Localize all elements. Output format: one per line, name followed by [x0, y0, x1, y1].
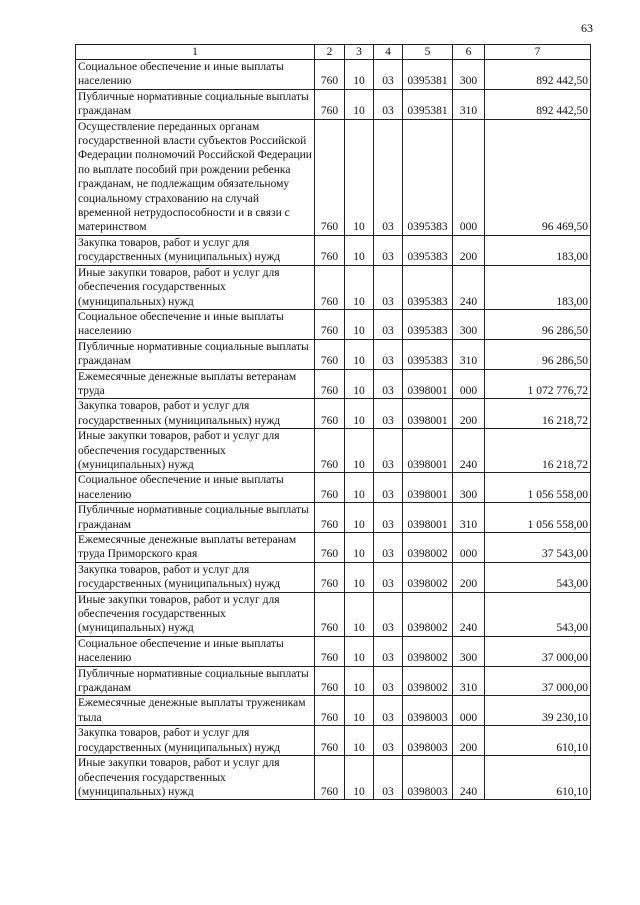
row-name-cell: Социальное обеспечение и иные выплаты населению	[76, 309, 315, 339]
row-col2-cell: 760	[315, 369, 345, 399]
row-col5-cell: 0395383	[403, 339, 453, 369]
row-col3-cell: 10	[345, 339, 374, 369]
row-col3-cell: 10	[345, 89, 374, 119]
table-body	[76, 60, 591, 800]
row-col2-cell: 760	[315, 235, 345, 265]
row-col2-cell: 760	[315, 60, 345, 90]
row-col6-cell: 240	[453, 265, 485, 309]
row-col4-cell: 03	[374, 756, 403, 800]
table-row	[76, 265, 591, 309]
row-col6-cell: 240	[453, 756, 485, 800]
row-col4-cell: 03	[374, 636, 403, 666]
row-col3-cell: 10	[345, 533, 374, 563]
row-col5-cell: 0398002	[403, 533, 453, 563]
row-col5-cell: 0398001	[403, 503, 453, 533]
row-col4-cell: 03	[374, 592, 403, 636]
row-col5-cell: 0398002	[403, 562, 453, 592]
table-row	[76, 666, 591, 696]
row-name-cell: Ежемесячные денежные выплаты ветеранам труда	[76, 369, 315, 399]
header-col-6: 6	[453, 45, 485, 60]
row-col4-cell: 03	[374, 473, 403, 503]
header-col-3: 3	[345, 45, 374, 60]
table-row	[76, 339, 591, 369]
table-row	[76, 503, 591, 533]
row-col2-cell: 760	[315, 562, 345, 592]
row-col6-cell: 310	[453, 339, 485, 369]
table-row	[76, 756, 591, 800]
table-row	[76, 119, 591, 235]
row-col4-cell: 03	[374, 309, 403, 339]
row-name-cell: Публичные нормативные социальные выплаты гражданам	[76, 666, 315, 696]
row-amount-cell: 96 469,50	[485, 119, 591, 235]
table-row	[76, 533, 591, 563]
row-col2-cell: 760	[315, 429, 345, 473]
row-name-cell: Социальное обеспечение и иные выплаты населению	[76, 473, 315, 503]
row-col4-cell: 03	[374, 666, 403, 696]
table-row	[76, 562, 591, 592]
row-amount-cell: 96 286,50	[485, 339, 591, 369]
table-row	[76, 235, 591, 265]
table-row	[76, 592, 591, 636]
row-amount-cell: 610,10	[485, 726, 591, 756]
row-col5-cell: 0398001	[403, 369, 453, 399]
row-col4-cell: 03	[374, 265, 403, 309]
row-col6-cell: 300	[453, 60, 485, 90]
row-col4-cell: 03	[374, 562, 403, 592]
row-name-cell: Иные закупки товаров, работ и услуг для обеспечения государственных (муниципальных) нужд	[76, 265, 315, 309]
row-amount-cell: 892 442,50	[485, 60, 591, 90]
row-col6-cell: 310	[453, 666, 485, 696]
row-col3-cell: 10	[345, 399, 374, 429]
row-col5-cell: 0398001	[403, 473, 453, 503]
table-row	[76, 473, 591, 503]
table-header	[76, 45, 591, 60]
row-col3-cell: 10	[345, 369, 374, 399]
row-col4-cell: 03	[374, 119, 403, 235]
row-col6-cell: 000	[453, 533, 485, 563]
header-col-1: 1	[76, 45, 315, 60]
row-col4-cell: 03	[374, 696, 403, 726]
row-name-cell: Ежемесячные денежные выплаты ветеранам труда Приморского края	[76, 533, 315, 563]
row-col5-cell: 0395383	[403, 265, 453, 309]
row-col6-cell: 310	[453, 89, 485, 119]
row-name-cell: Закупка товаров, работ и услуг для государственных (муниципальных) нужд	[76, 726, 315, 756]
row-col6-cell: 200	[453, 726, 485, 756]
table-row	[76, 636, 591, 666]
row-name-cell: Иные закупки товаров, работ и услуг для обеспечения государственных (муниципальных) нужд	[76, 592, 315, 636]
row-col2-cell: 760	[315, 503, 345, 533]
row-col6-cell: 310	[453, 503, 485, 533]
row-col4-cell: 03	[374, 235, 403, 265]
row-col2-cell: 760	[315, 636, 345, 666]
row-col6-cell: 200	[453, 562, 485, 592]
row-amount-cell: 543,00	[485, 562, 591, 592]
row-col5-cell: 0398001	[403, 399, 453, 429]
table-row	[76, 309, 591, 339]
table-row	[76, 726, 591, 756]
header-col-5: 5	[403, 45, 453, 60]
header-row	[76, 45, 591, 60]
page-number: 63	[581, 21, 593, 35]
row-name-cell: Иные закупки товаров, работ и услуг для обеспечения государственных (муниципальных) нужд	[76, 756, 315, 800]
row-col4-cell: 03	[374, 726, 403, 756]
row-name-cell: Закупка товаров, работ и услуг для государственных (муниципальных) нужд	[76, 399, 315, 429]
row-col2-cell: 760	[315, 533, 345, 563]
row-col5-cell: 0398003	[403, 756, 453, 800]
row-col5-cell: 0398002	[403, 636, 453, 666]
row-col6-cell: 300	[453, 636, 485, 666]
row-col2-cell: 760	[315, 89, 345, 119]
row-col2-cell: 760	[315, 265, 345, 309]
header-col-7: 7	[485, 45, 591, 60]
row-col3-cell: 10	[345, 309, 374, 339]
row-col5-cell: 0398003	[403, 726, 453, 756]
row-col3-cell: 10	[345, 592, 374, 636]
row-col3-cell: 10	[345, 696, 374, 726]
row-name-cell: Социальное обеспечение и иные выплаты населению	[76, 60, 315, 90]
budget-table	[75, 44, 591, 800]
row-col6-cell: 000	[453, 119, 485, 235]
row-name-cell: Закупка товаров, работ и услуг для государственных (муниципальных) нужд	[76, 562, 315, 592]
row-amount-cell: 37 000,00	[485, 666, 591, 696]
row-col3-cell: 10	[345, 726, 374, 756]
row-col6-cell: 300	[453, 309, 485, 339]
row-name-cell: Публичные нормативные социальные выплаты гражданам	[76, 339, 315, 369]
table-row	[76, 429, 591, 473]
row-col4-cell: 03	[374, 503, 403, 533]
row-col5-cell: 0398002	[403, 666, 453, 696]
row-col2-cell: 760	[315, 399, 345, 429]
row-amount-cell: 183,00	[485, 235, 591, 265]
row-col4-cell: 03	[374, 369, 403, 399]
row-col5-cell: 0398003	[403, 696, 453, 726]
row-name-cell: Публичные нормативные социальные выплаты гражданам	[76, 89, 315, 119]
row-col2-cell: 760	[315, 592, 345, 636]
row-col3-cell: 10	[345, 119, 374, 235]
row-name-cell: Социальное обеспечение и иные выплаты населению	[76, 636, 315, 666]
row-col3-cell: 10	[345, 636, 374, 666]
row-col4-cell: 03	[374, 533, 403, 563]
row-col3-cell: 10	[345, 473, 374, 503]
row-col2-cell: 760	[315, 696, 345, 726]
table-row	[76, 696, 591, 726]
row-col2-cell: 760	[315, 339, 345, 369]
row-col3-cell: 10	[345, 666, 374, 696]
row-col3-cell: 10	[345, 756, 374, 800]
row-col3-cell: 10	[345, 429, 374, 473]
row-amount-cell: 543,00	[485, 592, 591, 636]
row-col4-cell: 03	[374, 399, 403, 429]
row-col5-cell: 0398002	[403, 592, 453, 636]
row-col5-cell: 0395383	[403, 119, 453, 235]
row-col5-cell: 0395383	[403, 309, 453, 339]
row-col4-cell: 03	[374, 339, 403, 369]
row-col5-cell: 0395381	[403, 89, 453, 119]
row-col3-cell: 10	[345, 235, 374, 265]
row-amount-cell: 892 442,50	[485, 89, 591, 119]
row-col4-cell: 03	[374, 60, 403, 90]
row-col6-cell: 200	[453, 235, 485, 265]
row-col3-cell: 10	[345, 60, 374, 90]
row-amount-cell: 37 000,00	[485, 636, 591, 666]
row-col6-cell: 240	[453, 592, 485, 636]
row-name-cell: Иные закупки товаров, работ и услуг для обеспечения государственных (муниципальных) нужд	[76, 429, 315, 473]
table-row	[76, 369, 591, 399]
row-name-cell: Публичные нормативные социальные выплаты гражданам	[76, 503, 315, 533]
header-col-4: 4	[374, 45, 403, 60]
row-amount-cell: 183,00	[485, 265, 591, 309]
row-name-cell: Ежемесячные денежные выплаты труженикам тыла	[76, 696, 315, 726]
row-amount-cell: 1 072 776,72	[485, 369, 591, 399]
row-col6-cell: 200	[453, 399, 485, 429]
row-col4-cell: 03	[374, 429, 403, 473]
row-col5-cell: 0395383	[403, 235, 453, 265]
row-col6-cell: 000	[453, 369, 485, 399]
row-col3-cell: 10	[345, 562, 374, 592]
row-amount-cell: 1 056 558,00	[485, 503, 591, 533]
row-col2-cell: 760	[315, 666, 345, 696]
row-amount-cell: 96 286,50	[485, 309, 591, 339]
row-amount-cell: 1 056 558,00	[485, 473, 591, 503]
header-col-2: 2	[315, 45, 345, 60]
row-col5-cell: 0395381	[403, 60, 453, 90]
row-col2-cell: 760	[315, 756, 345, 800]
row-col2-cell: 760	[315, 119, 345, 235]
row-name-cell: Осуществление переданных органам государственной власти субъектов Российской Федерации полномочий Российской Федерации по выплате пособий при рождении ребенка гражданам, не подлежащим обязательному социальному страхованию на случай временной нетрудоспособности и в связи с материнством	[76, 119, 315, 235]
row-col3-cell: 10	[345, 265, 374, 309]
table-row	[76, 399, 591, 429]
row-amount-cell: 37 543,00	[485, 533, 591, 563]
row-col6-cell: 240	[453, 429, 485, 473]
row-amount-cell: 16 218,72	[485, 399, 591, 429]
table-row	[76, 89, 591, 119]
row-name-cell: Закупка товаров, работ и услуг для государственных (муниципальных) нужд	[76, 235, 315, 265]
row-amount-cell: 16 218,72	[485, 429, 591, 473]
row-col4-cell: 03	[374, 89, 403, 119]
row-col3-cell: 10	[345, 503, 374, 533]
row-col6-cell: 000	[453, 696, 485, 726]
row-col6-cell: 300	[453, 473, 485, 503]
row-amount-cell: 610,10	[485, 756, 591, 800]
table-row	[76, 60, 591, 90]
row-col2-cell: 760	[315, 309, 345, 339]
row-col2-cell: 760	[315, 726, 345, 756]
row-col5-cell: 0398001	[403, 429, 453, 473]
row-amount-cell: 39 230,10	[485, 696, 591, 726]
row-col2-cell: 760	[315, 473, 345, 503]
